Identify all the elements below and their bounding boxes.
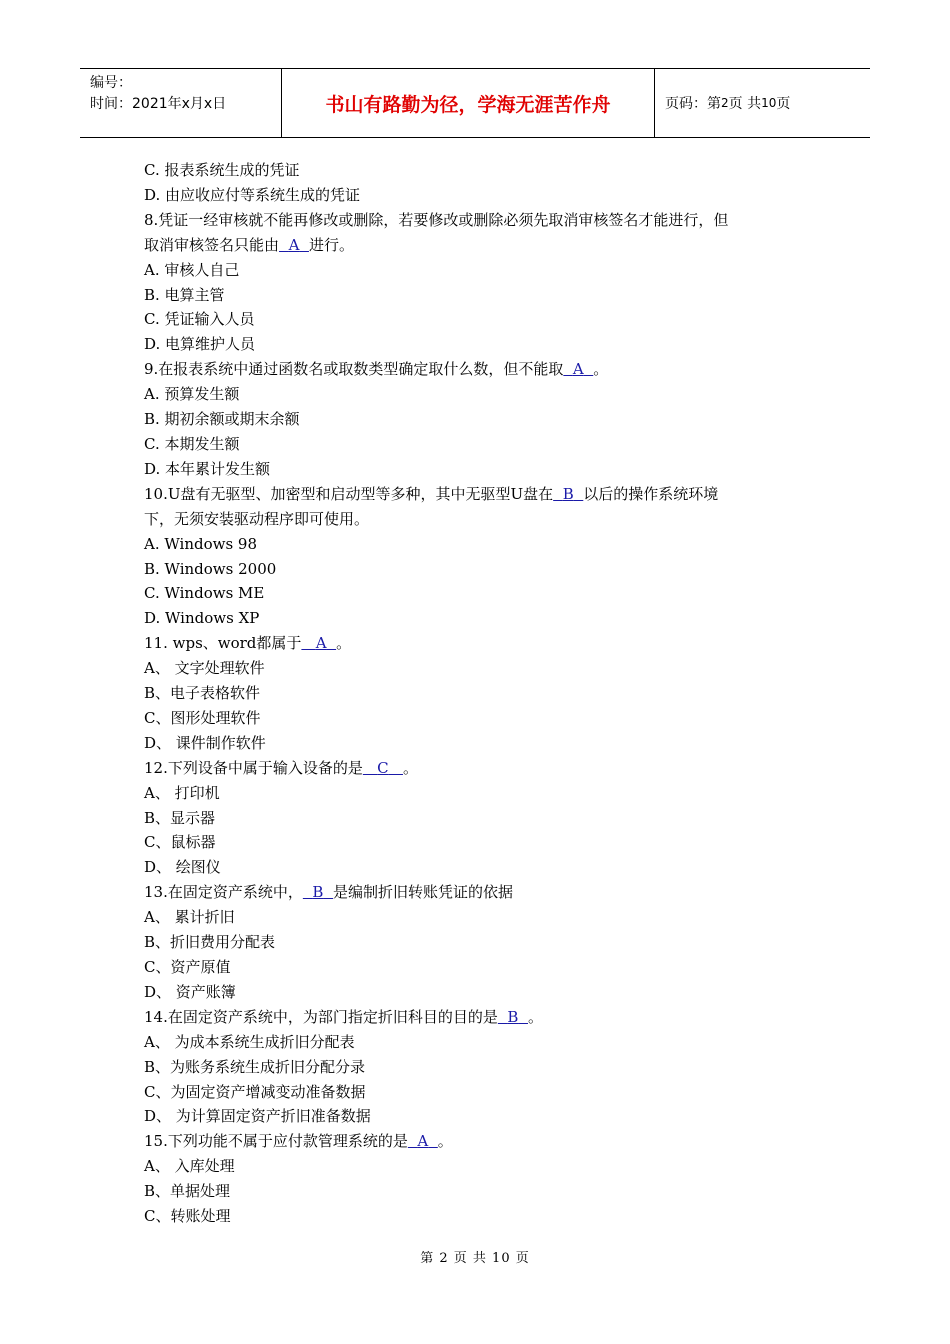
- question-8-line1: 8.凭证一经审核就不能再修改或删除，若要修改或删除必须先取消审核签名才能进行，但: [144, 210, 729, 229]
- header-motto: 书山有路勤为径，学海无涯苦作舟: [282, 69, 655, 137]
- option-line: B. 期初余额或期末余额: [144, 410, 300, 429]
- option-line: B、折旧费用分配表: [144, 933, 276, 952]
- option-line: C. 报表系统生成的凭证: [144, 161, 300, 179]
- question-11: 11. wps、word都属于 A 。: [144, 634, 352, 653]
- header-info-cell: [80, 69, 282, 137]
- option-line: A、 文字处理软件: [144, 659, 265, 678]
- date-line: [90, 94, 281, 115]
- option-line: A. Windows 98: [144, 534, 258, 553]
- page-prefix: 页码：第: [665, 96, 721, 112]
- option-line: C. Windows ME: [144, 584, 265, 603]
- question-8-line2: 取消审核签名只能由 A 进行。: [144, 235, 354, 254]
- option-line: A、 累计折旧: [144, 908, 235, 927]
- answer-blank: A: [288, 235, 300, 254]
- option-line: A. 预算发生额: [144, 385, 240, 404]
- option-line: C、转账处理: [144, 1207, 231, 1226]
- option-line: D、 课件制作软件: [144, 733, 266, 752]
- option-line: C. 凭证输入人员: [144, 310, 255, 329]
- page-total: 10: [761, 96, 777, 110]
- question-10-line1: 10.U盘有无驱型、加密型和启动型等多种，其中无驱型U盘在 B 以后的操作系统环境: [144, 484, 719, 503]
- option-line: D. 由应收应付等系统生成的凭证: [144, 185, 361, 204]
- page-mid: 页 共: [728, 96, 762, 112]
- option-line: D. Windows XP: [144, 609, 260, 628]
- option-line: C、为固定资产增减变动准备数据: [144, 1082, 366, 1101]
- question-content: [144, 158, 814, 1229]
- option-line: D、 资产账簿: [144, 982, 236, 1001]
- answer-blank: B: [312, 883, 324, 902]
- option-line: D. 电算维护人员: [144, 335, 256, 354]
- option-line: C、资产原值: [144, 958, 231, 976]
- date-value: 2021年x月x日: [132, 96, 227, 112]
- question-10-line2: 下，无须安装驱动程序即可使用。: [144, 509, 370, 528]
- question-9: 9.在报表系统中通过函数名或取数类型确定取什么数，但不能取 A 。: [144, 360, 609, 379]
- option-line: C. 本期发生额: [144, 434, 240, 453]
- header-page-info: [655, 69, 870, 137]
- option-line: A、 为成本系统生成折旧分配表: [144, 1032, 355, 1051]
- question-13: 13.在固定资产系统中， B 是编制折旧转账凭证的依据: [144, 883, 513, 902]
- option-line: D. 本年累计发生额: [144, 459, 271, 478]
- question-14: 14.在固定资产系统中，为部门指定折旧科目的目的是 B 。: [144, 1007, 543, 1026]
- question-12: 12.下列设备中属于输入设备的是 C 。: [144, 758, 418, 777]
- page-current: 2: [721, 96, 729, 110]
- option-line: A. 审核人自己: [144, 260, 240, 279]
- option-line: D、 为计算固定资产折旧准备数据: [144, 1107, 371, 1126]
- option-line: B. 电算主管: [144, 285, 225, 304]
- answer-blank: B: [507, 1007, 519, 1026]
- page-header: [80, 68, 870, 138]
- answer-blank: A: [315, 634, 327, 653]
- option-line: B、电子表格软件: [144, 684, 261, 703]
- option-line: A、 入库处理: [144, 1157, 235, 1176]
- answer-blank: C: [377, 758, 389, 777]
- page-suffix: 页: [776, 96, 791, 112]
- option-line: A、 打印机: [144, 783, 220, 802]
- date-label: 时间：: [90, 96, 132, 112]
- question-15: 15.下列功能不属于应付款管理系统的是 A 。: [144, 1132, 453, 1151]
- option-line: C、图形处理软件: [144, 708, 261, 727]
- option-line: C、鼠标器: [144, 833, 216, 852]
- option-line: B、单据处理: [144, 1182, 231, 1201]
- option-line: B、为账务系统生成折旧分配分录: [144, 1057, 366, 1076]
- page-footer: 第 2 页 共 10 页: [420, 1251, 530, 1266]
- serial-label: 编号：: [90, 75, 132, 91]
- answer-blank: B: [562, 484, 574, 503]
- answer-blank: A: [417, 1132, 429, 1151]
- answer-blank: A: [572, 360, 584, 379]
- option-line: B、显示器: [144, 808, 216, 827]
- option-line: B. Windows 2000: [144, 559, 277, 578]
- option-line: D、 绘图仪: [144, 858, 221, 877]
